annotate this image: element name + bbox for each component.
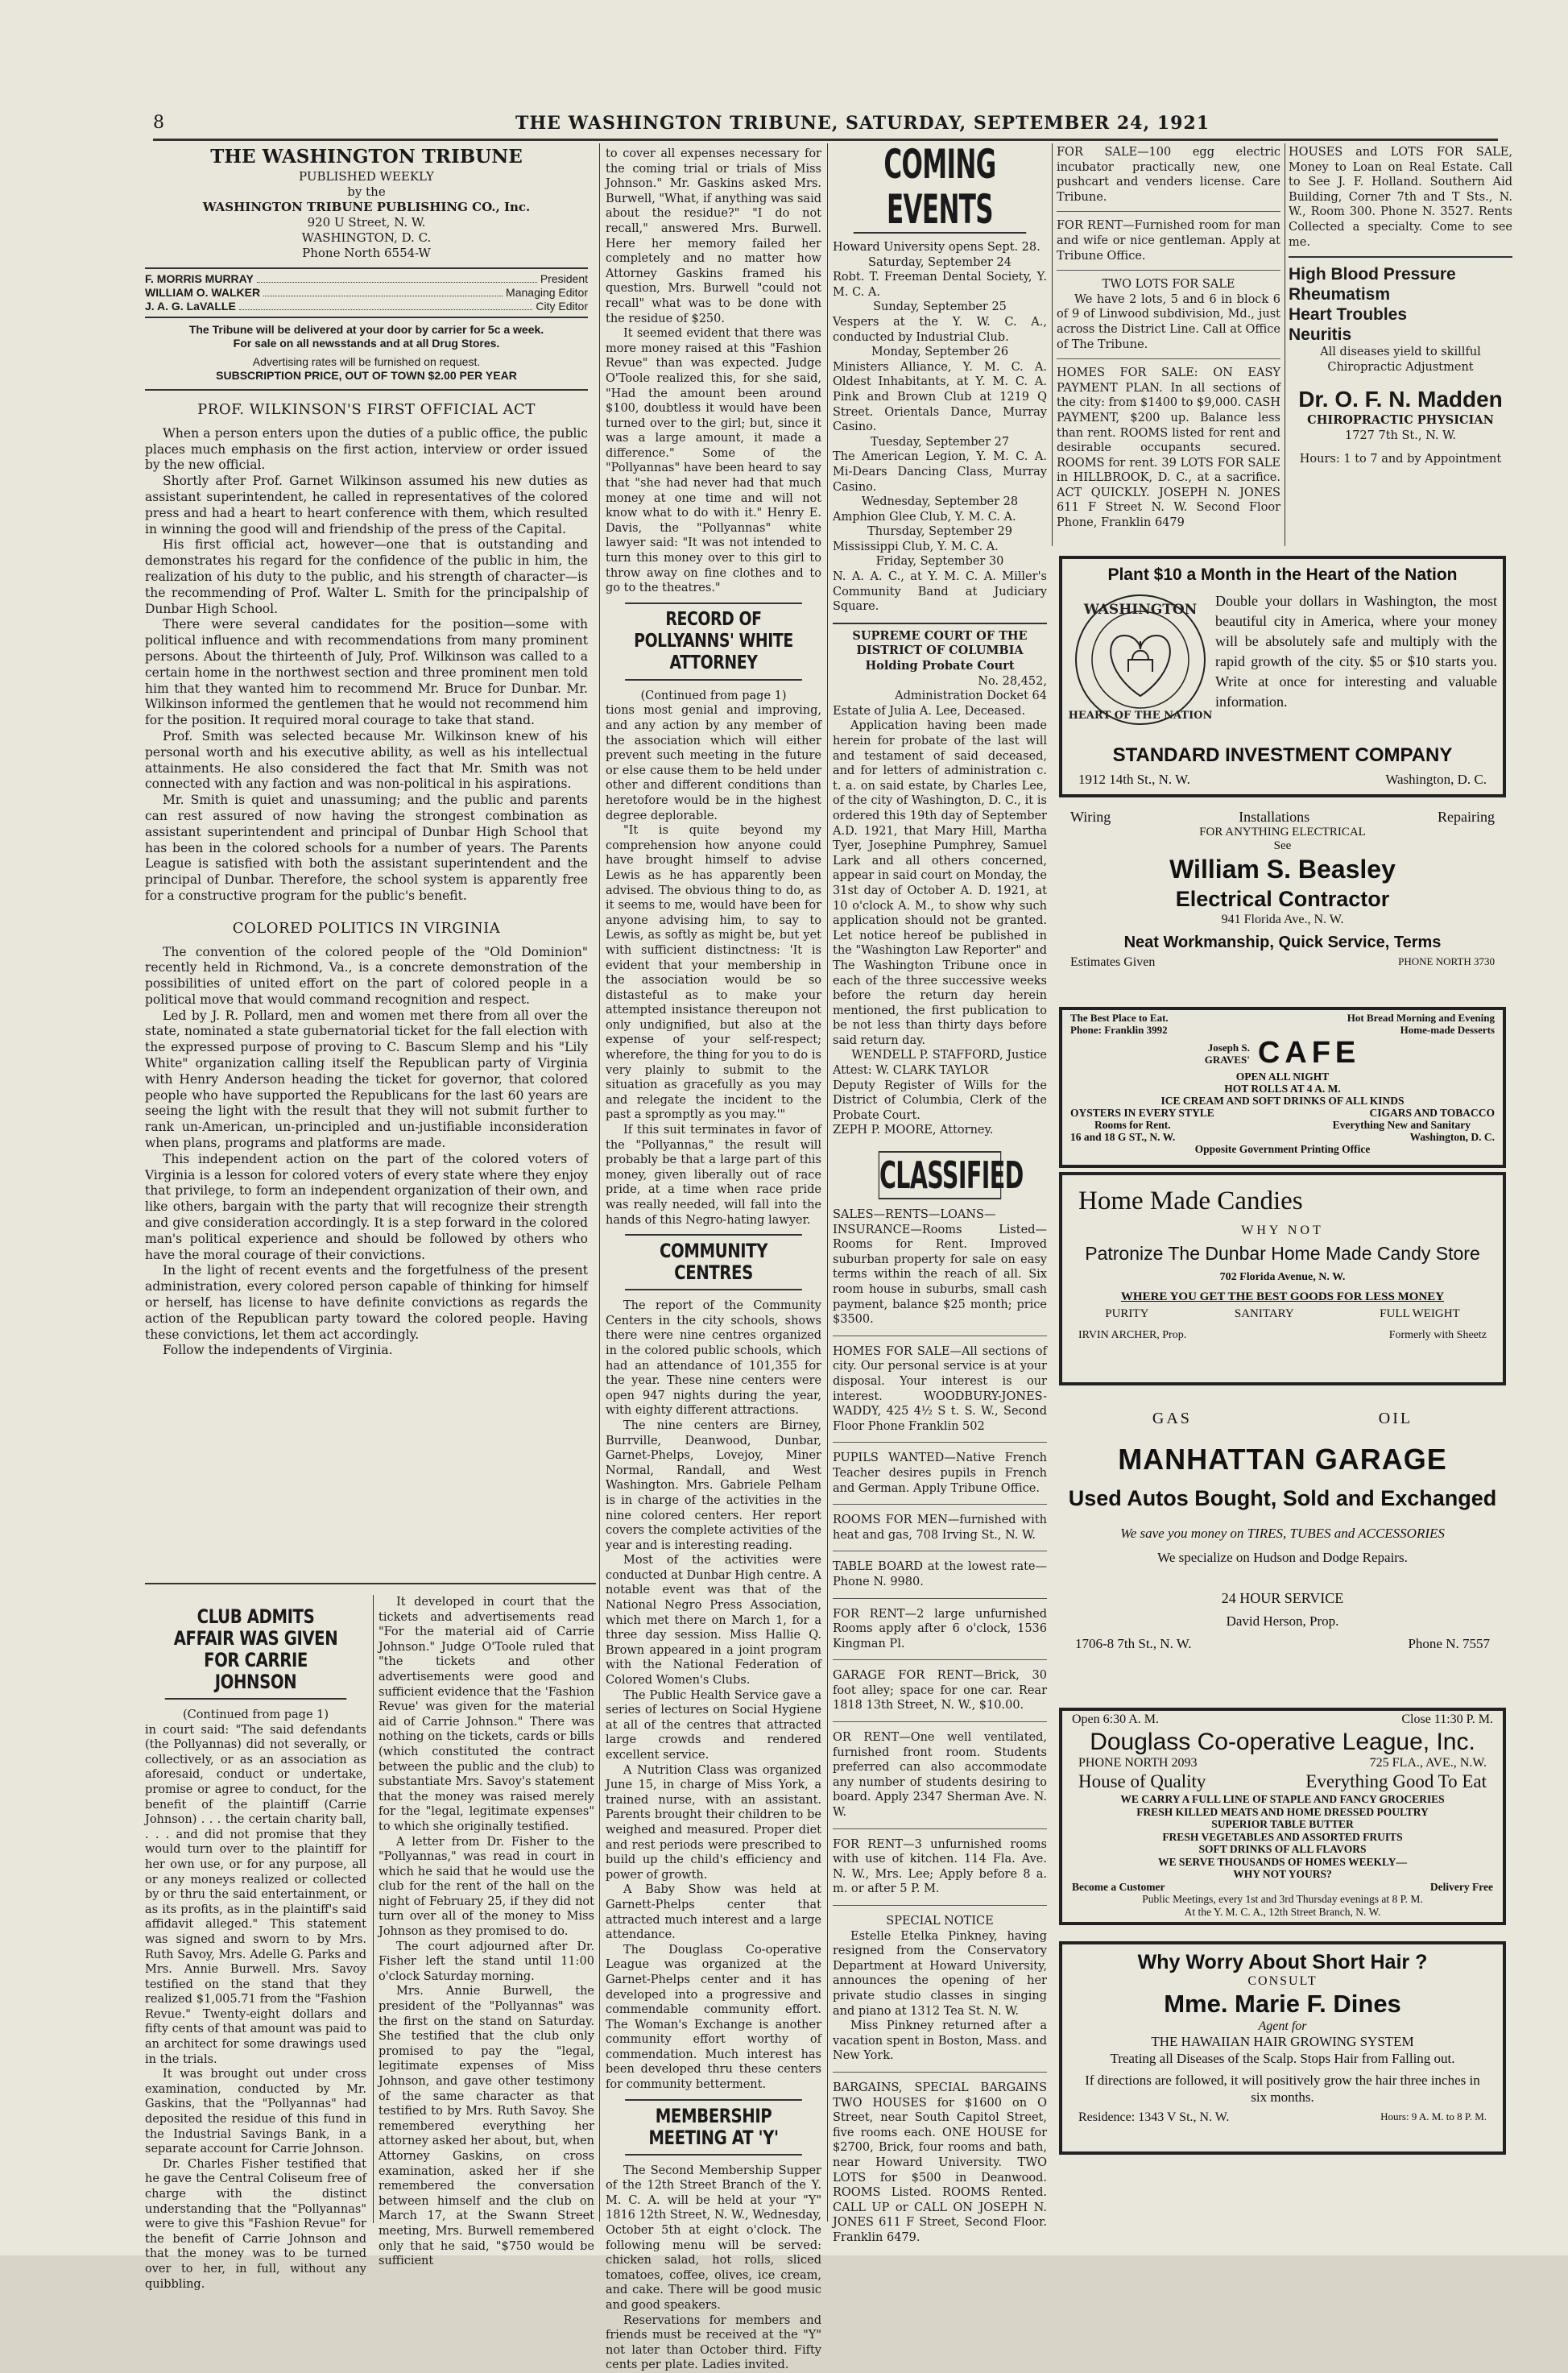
publisher-box xyxy=(145,146,588,261)
section-rule xyxy=(145,1583,596,1584)
paragraph: Mr. Smith is quiet and unassuming; and the public and parents can rest assured of now having the strongest combination as assistant superintendent and principal of Dunbar High School that has been in the colored schools for a number of years. The Parents League is satisfied with both the assistant superintendent and the principal of Dunbar. Therefore, the school system is apparently free for a constructive program for the public's benefit. xyxy=(145,793,588,903)
staff-row xyxy=(145,272,588,286)
continued-note: (Continued from page 1) xyxy=(182,1708,329,1721)
cafe-line: Washington, D. C. xyxy=(1409,1131,1495,1143)
beasley-title: Electrical Contractor xyxy=(1175,887,1390,911)
paragraph: Follow the independents of Virginia. xyxy=(163,1343,393,1358)
classified-item: BARGAINS, SPECIAL BARGAINS TWO HOUSES for $1600 on O Street, near South Capitol Street, five rooms each. ONE HOUSE for $2700, Brick, four rooms and bath, near Howard University. TWO LOTS for $500 in Deanwood. ROOMS Listed. ROOMS Rented. CALL UP or CALL ON JOSEPH N. JONES 611 F Street, Second Floor. Franklin 6479. xyxy=(833,2081,1047,2244)
court-headline: SUPREME COURT OF THE DISTRICT OF COLUMBIA xyxy=(852,628,1028,658)
paragraph: The Douglass Co-operative League was organized at the Garnet-Phelps center and it has developed into a progressive and commendable community effort. The Woman's Exchange is another community effort worthy of commendation. Much interest has been developed thru these centers for community betterment. xyxy=(606,1943,821,2092)
douglass-ad xyxy=(1059,1708,1506,1925)
staff-role: Managing Editor xyxy=(506,286,588,299)
column-3 xyxy=(606,147,821,2373)
candies-quality: PURITY xyxy=(1105,1307,1149,1320)
court-no: No. 28,452, xyxy=(978,674,1047,688)
staff-name: J. A. G. LaVALLE xyxy=(145,300,236,313)
douglass-phone: PHONE NORTH 2093 xyxy=(1078,1756,1198,1770)
classified-list xyxy=(833,1207,1047,2245)
classified-item: FOR RENT—Furnished room for man and wife or nice gentleman. Apply at Tribune Office. xyxy=(1057,219,1280,263)
beasley-phone: PHONE NORTH 3730 xyxy=(1398,955,1495,967)
headline-coming-events: COMING EVENTS xyxy=(854,142,1027,234)
staff-name: F. MORRIS MURRAY xyxy=(145,272,254,285)
cafe-owner: GRAVES' xyxy=(1204,1053,1250,1066)
washington-seal-icon xyxy=(1068,591,1213,728)
paragraph: The report of the Community Centers in the city schools, shows there were nine centres organized in the colored public schools, which had an attendance of 101,355 for the year. These nine centers were open 947 nights during the year, with eighty different attractions. xyxy=(606,1299,821,1418)
douglass-line: FRESH KILLED MEATS AND HOME DRESSED POULTRY xyxy=(1136,1805,1429,1818)
paragraph: The convention of the colored people of the "Old Dominion" recently held in Richmond, Va., is a concrete demonstration of the possibilities of united effort on the part of colored people in a political move that would command recognition and respect. xyxy=(145,944,588,1007)
paragraph: The Public Health Service gave a series of lectures on Social Hygiene at all of the centres that attracted large crowds and rendered excellent service. xyxy=(606,1688,821,1762)
delivery-note xyxy=(145,323,588,383)
headline-virginia: COLORED POLITICS IN VIRGINIA xyxy=(232,919,501,937)
seal-bottom-text: HEART OF THE NATION xyxy=(1068,710,1213,722)
classified-item: FOR RENT—2 large unfurnished Rooms apply after 6 o'clock, 1536 Kingman Pl. xyxy=(833,1607,1047,1650)
beasley-service: Installations xyxy=(1239,809,1310,825)
dines-hours: Hours: 9 A. M. to 8 P. M. xyxy=(1380,2110,1487,2122)
douglass-delivery: Delivery Free xyxy=(1429,1880,1493,1893)
cafe-line: OPEN ALL NIGHT xyxy=(1235,1071,1330,1083)
beasley-service: Repairing xyxy=(1438,809,1495,825)
dines-line: If directions are followed, it will positively grow the hair three inches in six months. xyxy=(1085,2073,1480,2105)
madden-line: Rheumatism xyxy=(1289,285,1391,304)
event-item: Wednesday, September 28 Amphion Glee Club, Y. M. C. A. xyxy=(833,495,1019,524)
standard-investment-ad xyxy=(1059,556,1506,797)
headline-wilkinson: PROF. WILKINSON'S FIRST OFFICIAL ACT xyxy=(197,401,536,418)
cafe-text: Phone: Franklin 3992 xyxy=(1070,1024,1168,1036)
classified-item: PUPILS WANTED—Native French Teacher desires pupils in French and German. Apply Tribune Office. xyxy=(833,1452,1047,1495)
dines-name: Mme. Marie F. Dines xyxy=(1164,1990,1401,2018)
candies-why: WHY NOT xyxy=(1241,1224,1324,1237)
advertising-line: Advertising rates will be furnished on request. xyxy=(252,355,481,368)
cafe-text: Home-made Desserts xyxy=(1400,1024,1495,1036)
douglass-line: WHY NOT YOURS? xyxy=(1233,1868,1332,1880)
event-item: Sunday, September 25 Vespers at the Y. W. C. A., conducted by Industrial Club. xyxy=(833,300,1047,344)
cafe-line: Rooms for Rent. xyxy=(1094,1119,1171,1131)
editorial-column xyxy=(145,146,588,1359)
beasley-line: FOR ANYTHING ELECTRICAL xyxy=(1199,826,1366,839)
seal-top-text: WASHINGTON xyxy=(1083,602,1198,618)
cafe-ad xyxy=(1059,1007,1506,1168)
paragraph: His first official act, however—one that is outstanding and demonstrates his regard for the confidence of the public in him, the realization of his duty to the public, and his strength of character—is the recommending of Prof. Walter L. Smith for the principalship of Dunbar High School. xyxy=(145,537,588,616)
douglass-line: WE SERVE THOUSANDS OF HOMES WEEKLY— xyxy=(1158,1855,1407,1868)
homes-sale: HOMES FOR SALE: ON EASY PAYMENT PLAN. In all sections of the city: from $1400 to $9,000. CASH PAYMENT, $200 up. Balance less than rent. ROOMS listed for rent and desirable occupants secured. ROOMS for rent. 39 LOTS FOR SALE in HILLBROOK, D. C., at a sacrifice. ACT QUICKLY. JOSEPH N. JONES 611 F Street N. W. Second Floor Phone, Franklin 6479 xyxy=(1057,367,1281,530)
masthead-rule xyxy=(153,139,1498,141)
publisher-line: WASHINGTON, D. C. xyxy=(301,230,432,245)
beasley-service: Wiring xyxy=(1070,809,1111,825)
publisher-line: Phone North 6554-W xyxy=(302,246,431,260)
garage-tag: Used Autos Bought, Sold and Exchanged xyxy=(1068,1486,1497,1510)
classified-item: ROOMS FOR MEN—furnished with heat and gas, 708 Irving St., N. W. xyxy=(833,1514,1047,1542)
ad-body: Double your dollars in Washington, the most beautiful city in America, where your money will be absolutely safe and multiply with the rapid growth of the city. $5 or $10 starts you. Write at once for interesting and valuable information. xyxy=(1215,593,1497,710)
paragraph: Led by J. R. Pollard, men and women met there from all over the state, nominated a state gubernatorial ticket for the fall election with the expressed purpose of proving to C. Bascum Slemp and his "Lily White" organization calling itself the Republican party of Virginia with Henry Anderson heading the ticket for governor, that colored people who have supported the Republicans for the last 60 years are seeing the light with the result that they will not submit further to rank un-American, un-principled and un-justifiable inconsideration when plans, programs and platforms are made. xyxy=(145,1008,588,1151)
madden-line: Neuritis xyxy=(1289,325,1352,345)
douglass-open: Open 6:30 A. M. xyxy=(1072,1712,1159,1726)
dines-agent: Agent for xyxy=(1258,2019,1307,2033)
staff-role: President xyxy=(540,272,588,285)
candies-ad xyxy=(1059,1172,1506,1385)
classified-item: FOR SALE—100 egg electric incubator practically new, one pushcart and venders license. Care Tribune. xyxy=(1057,146,1280,204)
cafe-line: CIGARS AND TOBACCO xyxy=(1369,1107,1495,1119)
cafe-line: Everything New and Sanitary xyxy=(1332,1119,1471,1131)
madden-line: All diseases yield to skillful Chiropractic Adjustment xyxy=(1320,346,1481,374)
cafe-name: CAFE xyxy=(1257,1036,1361,1070)
douglass-line: FRESH VEGETABLES AND ASSORTED FRUITS xyxy=(1162,1830,1403,1843)
ad-city: Washington, D. C. xyxy=(1385,772,1487,787)
special-notice: Estelle Etelka Pinkney, having resigned from the Conservatory Department at Howard University, announces the opening of her private studio classes in singing and piano at 1312 Tea St. N. W. xyxy=(833,1929,1047,2018)
delivery-line: For sale on all newsstands and at all Drug Stores. xyxy=(233,337,500,350)
douglass-good: Everything Good To Eat xyxy=(1305,1771,1487,1791)
staff-row xyxy=(145,286,588,300)
paragraph: It seemed evident that there was more money raised at this "Fashion Revue" than was expected. Judge O'Toole realized this, for she said, "Had the amount been around $100, doubtless it would have been turned over to the girl; but, since it was a large amount, it made a difference." Some of the "Pollyannas" have been heard to say that "she had never had that much money at one time and will not know what to do with it." Henry E. Davis, the "Pollyannas" white lawyer said: "It was not intended to turn this money over to this girl to throw away on fine clothes and to go to the theatres." xyxy=(606,327,821,595)
douglass-line: SUPERIOR TABLE BUTTER xyxy=(1211,1818,1354,1830)
court-estate: Estate of Julia A. Lee, Deceased. xyxy=(833,704,1026,718)
garage-phone: Phone N. 7557 xyxy=(1408,1636,1490,1651)
club-article-col1 xyxy=(145,1595,366,2292)
classified-item: SALES—RENTS—LOANS—INSURANCE—Rooms Listed—Rooms for Rent. Improved suburban property for sale on easy terms within the reach of all. Six room house in suburbs, small cash payment, balance $25 month; price $3500. xyxy=(833,1208,1047,1327)
court-docket: Administration Docket 64 xyxy=(895,690,1047,703)
paragraph: to cover all expenses necessary for the coming trial or trials of Miss Johnson." Mr. Gaskins asked Mrs. Burwell, "What, if anything was said about the residue?" "I do not recall," answered Mrs. Burwell. Here her memory failed her completely and no matter how Attorney Gaskins framed his question, Mrs. Burwell "could not recall" what was to be done with the residue of $250. xyxy=(606,147,821,325)
masthead-title: THE WASHINGTON TRIBUNE, SATURDAY, SEPTEMBER 24, 1921 xyxy=(515,113,1210,134)
event-item: Saturday, September 24 Robt. T. Freeman Dental Society, Y. M. C. A. xyxy=(833,255,1047,299)
manhattan-garage-ad xyxy=(1059,1410,1506,1692)
dines-line: Treating all Diseases of the Scalp. Stops Hair from Falling out. xyxy=(1110,2051,1455,2066)
court-subhead: Holding Probate Court xyxy=(865,659,1015,673)
column-5-top xyxy=(1057,145,1280,531)
cafe-line: HOT ROLLS AT 4 A. M. xyxy=(1224,1083,1341,1095)
publisher-line: 920 U Street, N. W. xyxy=(307,215,426,230)
douglass-name: Douglass Co-operative League, Inc. xyxy=(1090,1729,1475,1755)
dines-ad xyxy=(1059,1941,1506,2155)
douglass-line: Public Meetings, every 1st and 3rd Thursday evenings at 8 P. M. xyxy=(1142,1893,1423,1905)
classified-item: TABLE BOARD at the lowest rate—Phone N. 9980. xyxy=(833,1560,1047,1588)
candies-quality: SANITARY xyxy=(1234,1307,1294,1320)
cafe-line: ICE CREAM AND SOFT DRINKS OF ALL KINDS xyxy=(1160,1095,1405,1107)
paragraph: "It is quite beyond my comprehension how anyone could have brought himself to advise Lewis as he has apparently been advised. The obvious thing to do, as it seems to me, would have been for anyone advising him, to say to Lewis, as softly as might be, but yet with sufficient distinctness: 'It is evident that your membership in the association would be so distasteful as to make your attempted insistance thereupon not only undignified, but also at the expense of your self-respect; wherefore, the thing for you to do is very plainly to submit to the situation as gracefully as you may and relegate the incident to the past a spromptly as you may.'" xyxy=(606,824,821,1122)
douglass-close: Close 11:30 P. M. xyxy=(1401,1712,1493,1726)
event-item: Monday, September 26 Ministers Alliance, Y. M. C. A. Oldest Inhabitants, at Y. M. C. A. Pink and Brown Club at 1219 Q Street. Orientals Dance, Murray Casino. xyxy=(833,346,1047,434)
candies-owner: IRVIN ARCHER, Prop. xyxy=(1078,1329,1187,1341)
garage-oil: OIL xyxy=(1378,1410,1413,1427)
cafe-owner: Joseph S. xyxy=(1207,1041,1250,1054)
club-article-col2 xyxy=(379,1595,594,2269)
dines-residence: Residence: 1343 V St., N. W. xyxy=(1078,2110,1230,2124)
paragraph: The Second Membership Supper of the 12th Street Branch of the Y. M. C. A. will be held at your "Y" 1816 12th Street, N. W., Wednesday, October 5th at eight o'clock. The following menu will be served: chicken salad, hot rolls, sliced tomatoes, coffee, olives, ice cream, and cake. There will be good music and good speakers. xyxy=(606,2164,821,2312)
cafe-text: The Best Place to Eat. xyxy=(1070,1012,1169,1024)
ad-headline: Plant $10 a Month in the Heart of the Nation xyxy=(1107,565,1458,584)
paragraph: It was brought out under cross examination, conducted by Mr. Gaskins, that the "Pollyannas" had deposited the residue of this fund in the Industrial Savings Bank, in a separate account for Carrie Johnson. xyxy=(145,2068,366,2156)
headline-membership: MEMBERSHIP MEETING AT 'Y' xyxy=(625,2099,802,2156)
classified-item: HOMES FOR SALE—All sections of city. Our personal service is at your disposal. Your interest is our interest. WOODBURY-JONES-WADDY, 425 4½ S t. S. W., Second Floor Phone Franklin 502 xyxy=(833,1344,1047,1433)
paragraph: Shortly after Prof. Garnet Wilkinson assumed his new duties as assistant superintendent, he called in representatives of the colored press and had a heart to heart conference with them, which resulted in winning the good will and friendship of the press of the Capital. xyxy=(145,474,588,536)
cafe-line: OYSTERS IN EVERY STYLE xyxy=(1070,1107,1214,1119)
event-item: Howard University opens Sept. 28. xyxy=(833,241,1041,254)
court-body: Application having been made herein for probate of the last will and testament of said deceased, and for letters of administration c. t. a. on said estate, by Charles Lee, of the city of Washington, D. C., it is ordered this 19th day of September A.D. 1921, that Mary Hill, Martha Tyer, Josephine Pumphrey, Samuel Lark and all others concerned, appear in said court on Monday, the 31st day of October A. D. 1921, at 10 o'clock A. M., to show why such application should not be granted. Let notice hereof be published in the "Washington Law Reporter" and The Washington Tribune once in each of the three successive weeks before the return day herein mentioned, the first publication to be not less than thirty days before said return day. xyxy=(833,719,1047,1047)
beasley-name: William S. Beasley xyxy=(1169,855,1396,884)
court-signature: ZEPH P. MOORE, Attorney. xyxy=(833,1124,994,1137)
garage-gas: GAS xyxy=(1152,1410,1192,1427)
cafe-text: Hot Bread Morning and Evening xyxy=(1347,1012,1495,1024)
dines-headline: Why Worry About Short Hair ? xyxy=(1137,1951,1428,1973)
column-divider xyxy=(373,1595,374,2223)
event-item: Friday, September 30 N. A. A. C., at Y. M. C. A. Miller's Community Band at Judiciary Square. xyxy=(833,555,1047,614)
candies-quality: FULL WEIGHT xyxy=(1380,1307,1460,1320)
douglass-quality: House of Quality xyxy=(1078,1771,1206,1791)
staff-name: WILLIAM O. WALKER xyxy=(145,286,261,299)
classified-item: FOR RENT—3 unfurnished rooms with use of kitchen. 114 Fla. Ave. N. W., Mrs. Lee; Apply before 8 a. m. or after 5 P. M. xyxy=(833,1837,1047,1896)
paragraph: Mrs. Annie Burwell, the president of the "Pollyannas" was the first on the stand on Saturday. She testified that the club only promised to pay the "legal, legitimate expenses of Miss Johnson, and gave other testimony of the same character as that testified to by Mrs. Ruth Savoy. She remembered everything her attorney asked her about, but, when Attorney Gaskins, on cross examination, asked her if she remembered the conversation between himself and the club on March 17, at the Swann Street meeting, Mrs. Burwell remembered only that he said, "$750 would be sufficient xyxy=(379,1985,594,2268)
paragraph: Most of the activities were conducted at Dunbar High centre. A notable event was that of the National Negro Press Association, which met there on March 1, for a three day session. Miss Hallie Q. Brown appeared in a joint program with the National Federation of Colored Women's Clubs. xyxy=(606,1554,821,1688)
special-notice: Miss Pinkney returned after a vacation spent in Boston, Mass. and New York. xyxy=(833,2019,1047,2063)
douglass-customer: Become a Customer xyxy=(1072,1880,1165,1893)
garage-prop: David Herson, Prop. xyxy=(1226,1613,1339,1629)
beasley-address: 941 Florida Ave., N. W. xyxy=(1221,913,1344,926)
headline-classified: CLASSIFIED xyxy=(879,1151,1002,1199)
publisher-line: by the xyxy=(347,184,386,199)
garage-service: 24 HOUR SERVICE xyxy=(1221,1590,1344,1606)
court-signature: WENDELL P. STAFFORD, Justice xyxy=(851,1049,1047,1062)
masthead xyxy=(153,113,1498,137)
publisher-name: THE WASHINGTON TRIBUNE xyxy=(210,146,523,168)
column-divider xyxy=(827,143,828,2222)
beasley-ad xyxy=(1059,805,1506,991)
paragraph: It developed in court that the tickets and advertisements read "For the material aid of Carrie Johnson." Judge O'Toole ruled that "the tickets and other advertisements were good and sufficient evidence that the 'Fashion Revue' was given for the material aid of Carrie Johnson." There was nothing on the tickets, cards or bills (which constituted the contract between the public and the club) to substantiate Mrs. Savoy's statement that the money was raised merely for the "legal, legitimate expenses" to which she originally testified. xyxy=(379,1596,594,1833)
beasley-line: See xyxy=(1273,839,1292,852)
paragraph: If this suit terminates in favor of the "Pollyannas," the result will probably be that a large part of this money, given liberally out of race pride, at a time when race pride was really needed, will fall into the hands of this Negro-hating lawyer. xyxy=(606,1124,821,1227)
candies-address: 702 Florida Avenue, N. W. xyxy=(1219,1271,1346,1283)
headline-record: RECORD OF POLLYANNS' WHITE ATTORNEY xyxy=(625,603,802,681)
paragraph: Prof. Smith was selected because Mr. Wilkinson knew of his personal worth and his executive ability, as well as his intellectual attainments. He also considered the fact that Mr. Smith was not connected with any faction and was non-political in his aspirations. xyxy=(145,728,588,792)
event-item: Tuesday, September 27 The American Legion, Y. M. C. A. Mi-Dears Dancing Class, Murray Casino. xyxy=(833,435,1047,494)
douglass-address: 725 FLA., AVE., N.W. xyxy=(1369,1756,1487,1770)
event-item: Thursday, September 29 Mississippi Club, Y. M. C. A. xyxy=(833,525,1012,553)
dines-consult: CONSULT xyxy=(1247,1974,1318,1988)
column-divider xyxy=(599,143,600,2222)
paragraph: Dr. Charles Fisher testified that he gave the Central Coliseum free of charge with the distinct understanding that the "Pollyannas" were to give this "Fashion Revue" for the benefit of Carrie Johnson and that the money was to be turned over to her, in full, without any quibbling. xyxy=(145,2157,366,2291)
cafe-line: Opposite Government Printing Office xyxy=(1194,1143,1371,1155)
column-divider xyxy=(1052,143,1053,546)
classified-item: GARAGE FOR RENT—Brick, 30 foot alley; space for one car. Rear 1818 13th Street, N. W., $10.00. xyxy=(833,1669,1047,1712)
candies-title: Home Made Candies xyxy=(1078,1186,1303,1215)
madden-name: Dr. O. F. N. Madden xyxy=(1298,387,1503,412)
beasley-tag: Neat Workmanship, Quick Service, Terms xyxy=(1123,934,1442,951)
paragraph: Reservations for members and friends must be received at the "Y" not later than October third. Fifty cents per plate. Ladies invited. xyxy=(606,2313,821,2372)
madden-ad xyxy=(1289,264,1512,466)
paragraph: This independent action on the part of the colored voters of Virginia is a lesson for colored voters of every state where they enjoy that privilege, to form an independent organization of their own, and like others, bargain with the party that will recognize their strength and give consideration accordingly. It is a step forward in the colored man's political experience and should be followed by others who have the moral courage of their convictions. xyxy=(145,1151,588,1262)
douglass-line: WE CARRY A FULL LINE OF STAPLE AND FANCY GROCERIES xyxy=(1120,1793,1445,1805)
paragraph: A Nutrition Class was organized June 15, in charge of Miss York, a trained nurse, with an assistant. Parents brought their children to be weighed and measured. Proper diet and rest periods were prescribed to build up the child's efficiency and power of growth. xyxy=(606,1763,821,1882)
ad-address: 1912 14th St., N. W. xyxy=(1078,772,1190,787)
headline-club: CLUB ADMITS AFFAIR WAS GIVEN FOR CARRIE JOHNSON xyxy=(165,1601,347,1700)
paragraph: A Baby Show was held at Garnett-Phelps center that attracted much interest and a large attendance. xyxy=(606,1883,821,1942)
publisher-line: WASHINGTON TRIBUNE PUBLISHING CO., Inc. xyxy=(202,200,531,214)
classified-item: OR RENT—One well ventilated, furnished front room. Students preferred can also accommodate any number of students desiring to board. Apply 2347 Sherman Ave. N. W. xyxy=(833,1731,1047,1820)
staff-role: City Editor xyxy=(536,300,588,313)
garage-spec: We specialize on Hudson and Dodge Repairs. xyxy=(1157,1550,1408,1565)
paragraph: in court said: "The said defendants (the Pollyannas) did not severally, or collectively, or as an association as aforesaid, conduct or undertake, promise or agree to conduct, for the benefit of the plaintiff (Carrie Johnson) . . . the certain charity ball, . . . and did not promise that they would turn over to the plaintiff for her own use, or for any purpose, all or any moneys realized or collected by or thru the said entertainment, or as its profits, as in the plaintiff's said affidavit alleged." This statement was signed and sworn to by Mrs. Ruth Savoy, Mrs. Adelle G. Parks and Mrs. Annie Burwell. Mrs. Savoy testified on the stand that they realized $1,005.71 from the "Fashion Revue." Twenty-eight dollars and fifty cents of that amount was paid to an architect for some drawings used in the trials. xyxy=(145,1723,366,2066)
garage-address: 1706-8 7th St., N. W. xyxy=(1075,1636,1192,1651)
paragraph: A letter from Dr. Fisher to the "Pollyannas," was read in court in which he said that he would use the club for the rent of the hall on the night of February 25, if they did not turn over all of the money to Miss Johnson as they promised to do. xyxy=(379,1835,594,1939)
delivery-line: The Tribune will be delivered at your door by carrier for 5c a week. xyxy=(188,323,544,336)
court-signature: Attest: W. CLARK TAYLOR xyxy=(833,1064,989,1078)
page-number: 8 xyxy=(153,113,165,133)
publisher-line: PUBLISHED WEEKLY xyxy=(299,169,434,184)
paragraph: When a person enters upon the duties of a public office, the public places much emphasis on the first action, interview or order issued by the new official. xyxy=(145,425,588,473)
paragraph: tions most genial and improving, and any action by any member of the association which will either prevent such meeting in the future or else cause them to be held under other and different conditions than heretofore would be in the highest degree deplorable. xyxy=(606,704,821,822)
paragraph: The court adjourned after Dr. Fisher left the stand until 11:00 o'clock Saturday morning. xyxy=(379,1940,594,1983)
staff-row xyxy=(145,300,588,313)
column-6-top xyxy=(1289,145,1512,466)
douglass-line: SOFT DRINKS OF ALL FLAVORS xyxy=(1198,1843,1367,1855)
cafe-line: 16 and 18 G ST., N. W. xyxy=(1070,1131,1176,1143)
garage-name: MANHATTAN GARAGE xyxy=(1118,1443,1447,1476)
column-4 xyxy=(833,142,1047,2245)
continued-note: (Continued from page 1) xyxy=(640,689,787,702)
candies-best: WHERE YOU GET THE BEST GOODS FOR LESS MONEY xyxy=(1120,1290,1445,1303)
madden-line: Heart Troubles xyxy=(1289,305,1408,325)
madden-hours: Hours: 1 to 7 and by Appointment xyxy=(1299,452,1502,466)
dines-system: THE HAWAIIAN HAIR GROWING SYSTEM xyxy=(1151,2034,1414,2049)
beasley-estimates: Estimates Given xyxy=(1070,955,1156,969)
madden-line: High Blood Pressure xyxy=(1289,265,1456,284)
candies-formerly: Formerly with Sheetz xyxy=(1388,1329,1487,1341)
douglass-line: At the Y. M. C. A., 12th Street Branch, N. W. xyxy=(1184,1905,1381,1918)
subscription-line: SUBSCRIPTION PRICE, OUT OF TOWN $2.00 PER YEAR xyxy=(216,369,517,382)
paragraph: The nine centers are Birney, Burrville, Deanwood, Dunbar, Garnet-Phelps, Lovejoy, Miner Normal, Randall, and West Washington. Mrs. Gabriele Pelham is in charge of the activities in the nine colored centers. Her report covers the complete activities of the year and is interesting reading. xyxy=(606,1418,821,1552)
ad-company: STANDARD INVESTMENT COMPANY xyxy=(1112,744,1453,766)
madden-address: 1727 7th St., N. W. xyxy=(1344,429,1457,442)
paragraph: There were several candidates for the position—some with political influence and with recommendations from many prominent persons. About the thirteenth of July, Prof. Wilkinson was called to a certain home in the northwest section and three prominent men told him that they wanted him to recommend Mr. Bruce for Dunbar. Mr. Wilkinson informed the gentlemen that he would not recommend him for the position. It required moral courage to take that stand. xyxy=(145,617,588,728)
garage-save: We save you money on TIRES, TUBES and ACCESSORIES xyxy=(1120,1526,1445,1541)
headline-community: COMMUNITY CENTRES xyxy=(625,1234,802,1290)
two-lots-title: TWO LOTS FOR SALE xyxy=(1102,278,1235,292)
classified-item: HOUSES and LOTS FOR SALE, Money to Loan on Real Estate. Call to See J. F. Holland. Southern Aid Building, Corner 7th and T Sts., N. W., Room 300. Phone N. 3527. Rents Collected a specialty. Come to see me. xyxy=(1289,146,1512,249)
paragraph: In the light of recent events and the forgetfulness of the present administration, every colored person capable of thinking for himself or herself, has license to have definite convictions as regards the action of the Republican party toward the colored people. Having these convictions, let them act accordingly. xyxy=(145,1263,588,1342)
special-notice-title: SPECIAL NOTICE xyxy=(886,1915,994,1928)
candies-line: Patronize The Dunbar Home Made Candy Store xyxy=(1085,1243,1480,1264)
two-lots-body: We have 2 lots, 5 and 6 in block 6 of 9 of Linwood subdivision, Md., just across the District Line. Call at Office of The Tribune. xyxy=(1057,292,1280,351)
court-signature: Deputy Register of Wills for the District of Columbia, Clerk of the Probate Court. xyxy=(833,1079,1047,1122)
madden-title: CHIROPRACTIC PHYSICIAN xyxy=(1307,413,1494,428)
